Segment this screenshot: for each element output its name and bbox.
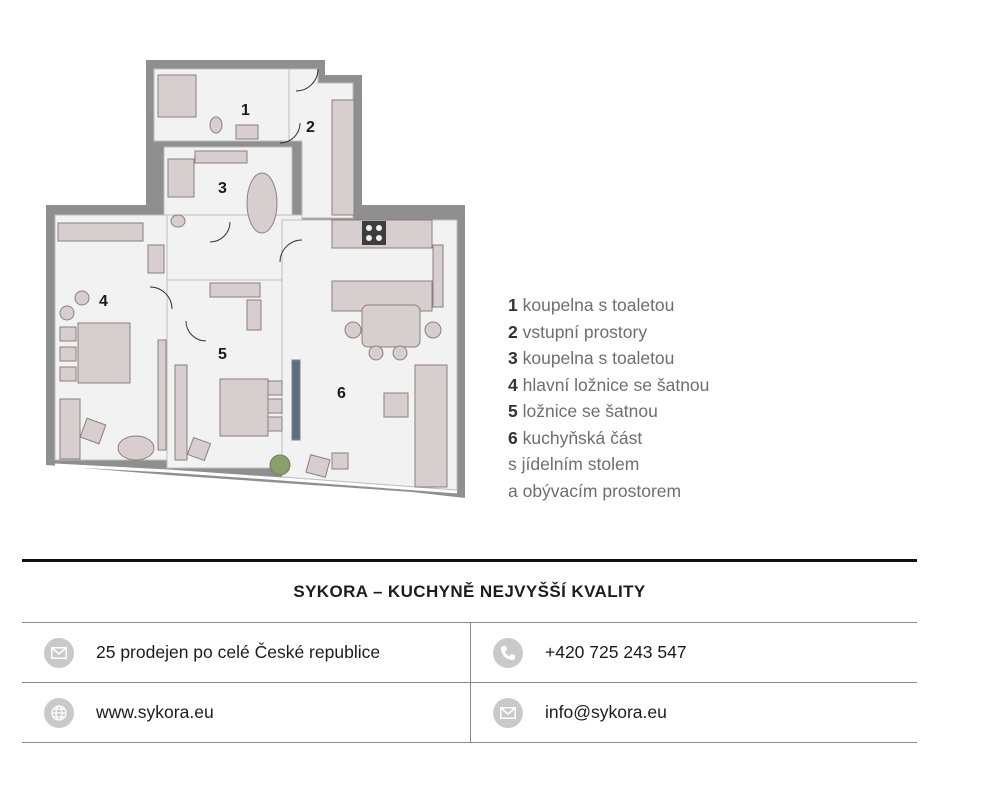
- room-number-5: 5: [218, 346, 227, 363]
- room-number-4: 4: [99, 293, 108, 310]
- stores-text: 25 prodejen po celé České republice: [96, 642, 381, 662]
- room-number-2: 2: [306, 119, 315, 136]
- legend-item: 5 ložnice se šatnou: [508, 401, 658, 421]
- globe-icon: [44, 698, 74, 728]
- legend-item: 2 vstupní prostory: [508, 321, 648, 342]
- contact-cell-web: [22, 683, 470, 742]
- legend-item: 3 koupelna s toaletou: [508, 348, 675, 368]
- legend-continuation: a obývacím prostorem: [508, 480, 682, 501]
- contact-row: [22, 623, 917, 683]
- website-link[interactable]: www.sykora.eu: [96, 702, 214, 722]
- room-legend: [508, 292, 709, 504]
- mail-icon: [44, 638, 74, 668]
- legend-item: 1 koupelna s toaletou: [508, 295, 675, 315]
- room-number-3: 3: [218, 180, 227, 197]
- contact-cell-stores: [22, 623, 470, 682]
- room-number-1: 1: [241, 102, 250, 119]
- phone-icon: [493, 638, 523, 668]
- room-number-6: 6: [337, 385, 346, 402]
- cooktop: [362, 221, 386, 245]
- phone-link[interactable]: +420 725 243 547: [545, 642, 687, 662]
- footer-title: SYKORA – KUCHYNĚ NEJVYŠŠÍ KVALITY: [22, 562, 917, 623]
- email-link[interactable]: info@sykora.eu: [545, 702, 667, 722]
- legend-continuation: s jídelním stolem: [508, 454, 640, 474]
- legend-item: 6 kuchyňská část: [508, 427, 643, 448]
- contact-row: [22, 683, 917, 743]
- contact-cell-email: [470, 683, 917, 742]
- contact-footer: [22, 559, 917, 743]
- legend-item: 4 hlavní ložnice se šatnou: [508, 374, 710, 395]
- contact-cell-phone: [470, 623, 917, 682]
- mail-icon: [493, 698, 523, 728]
- floor-plan: [40, 55, 470, 500]
